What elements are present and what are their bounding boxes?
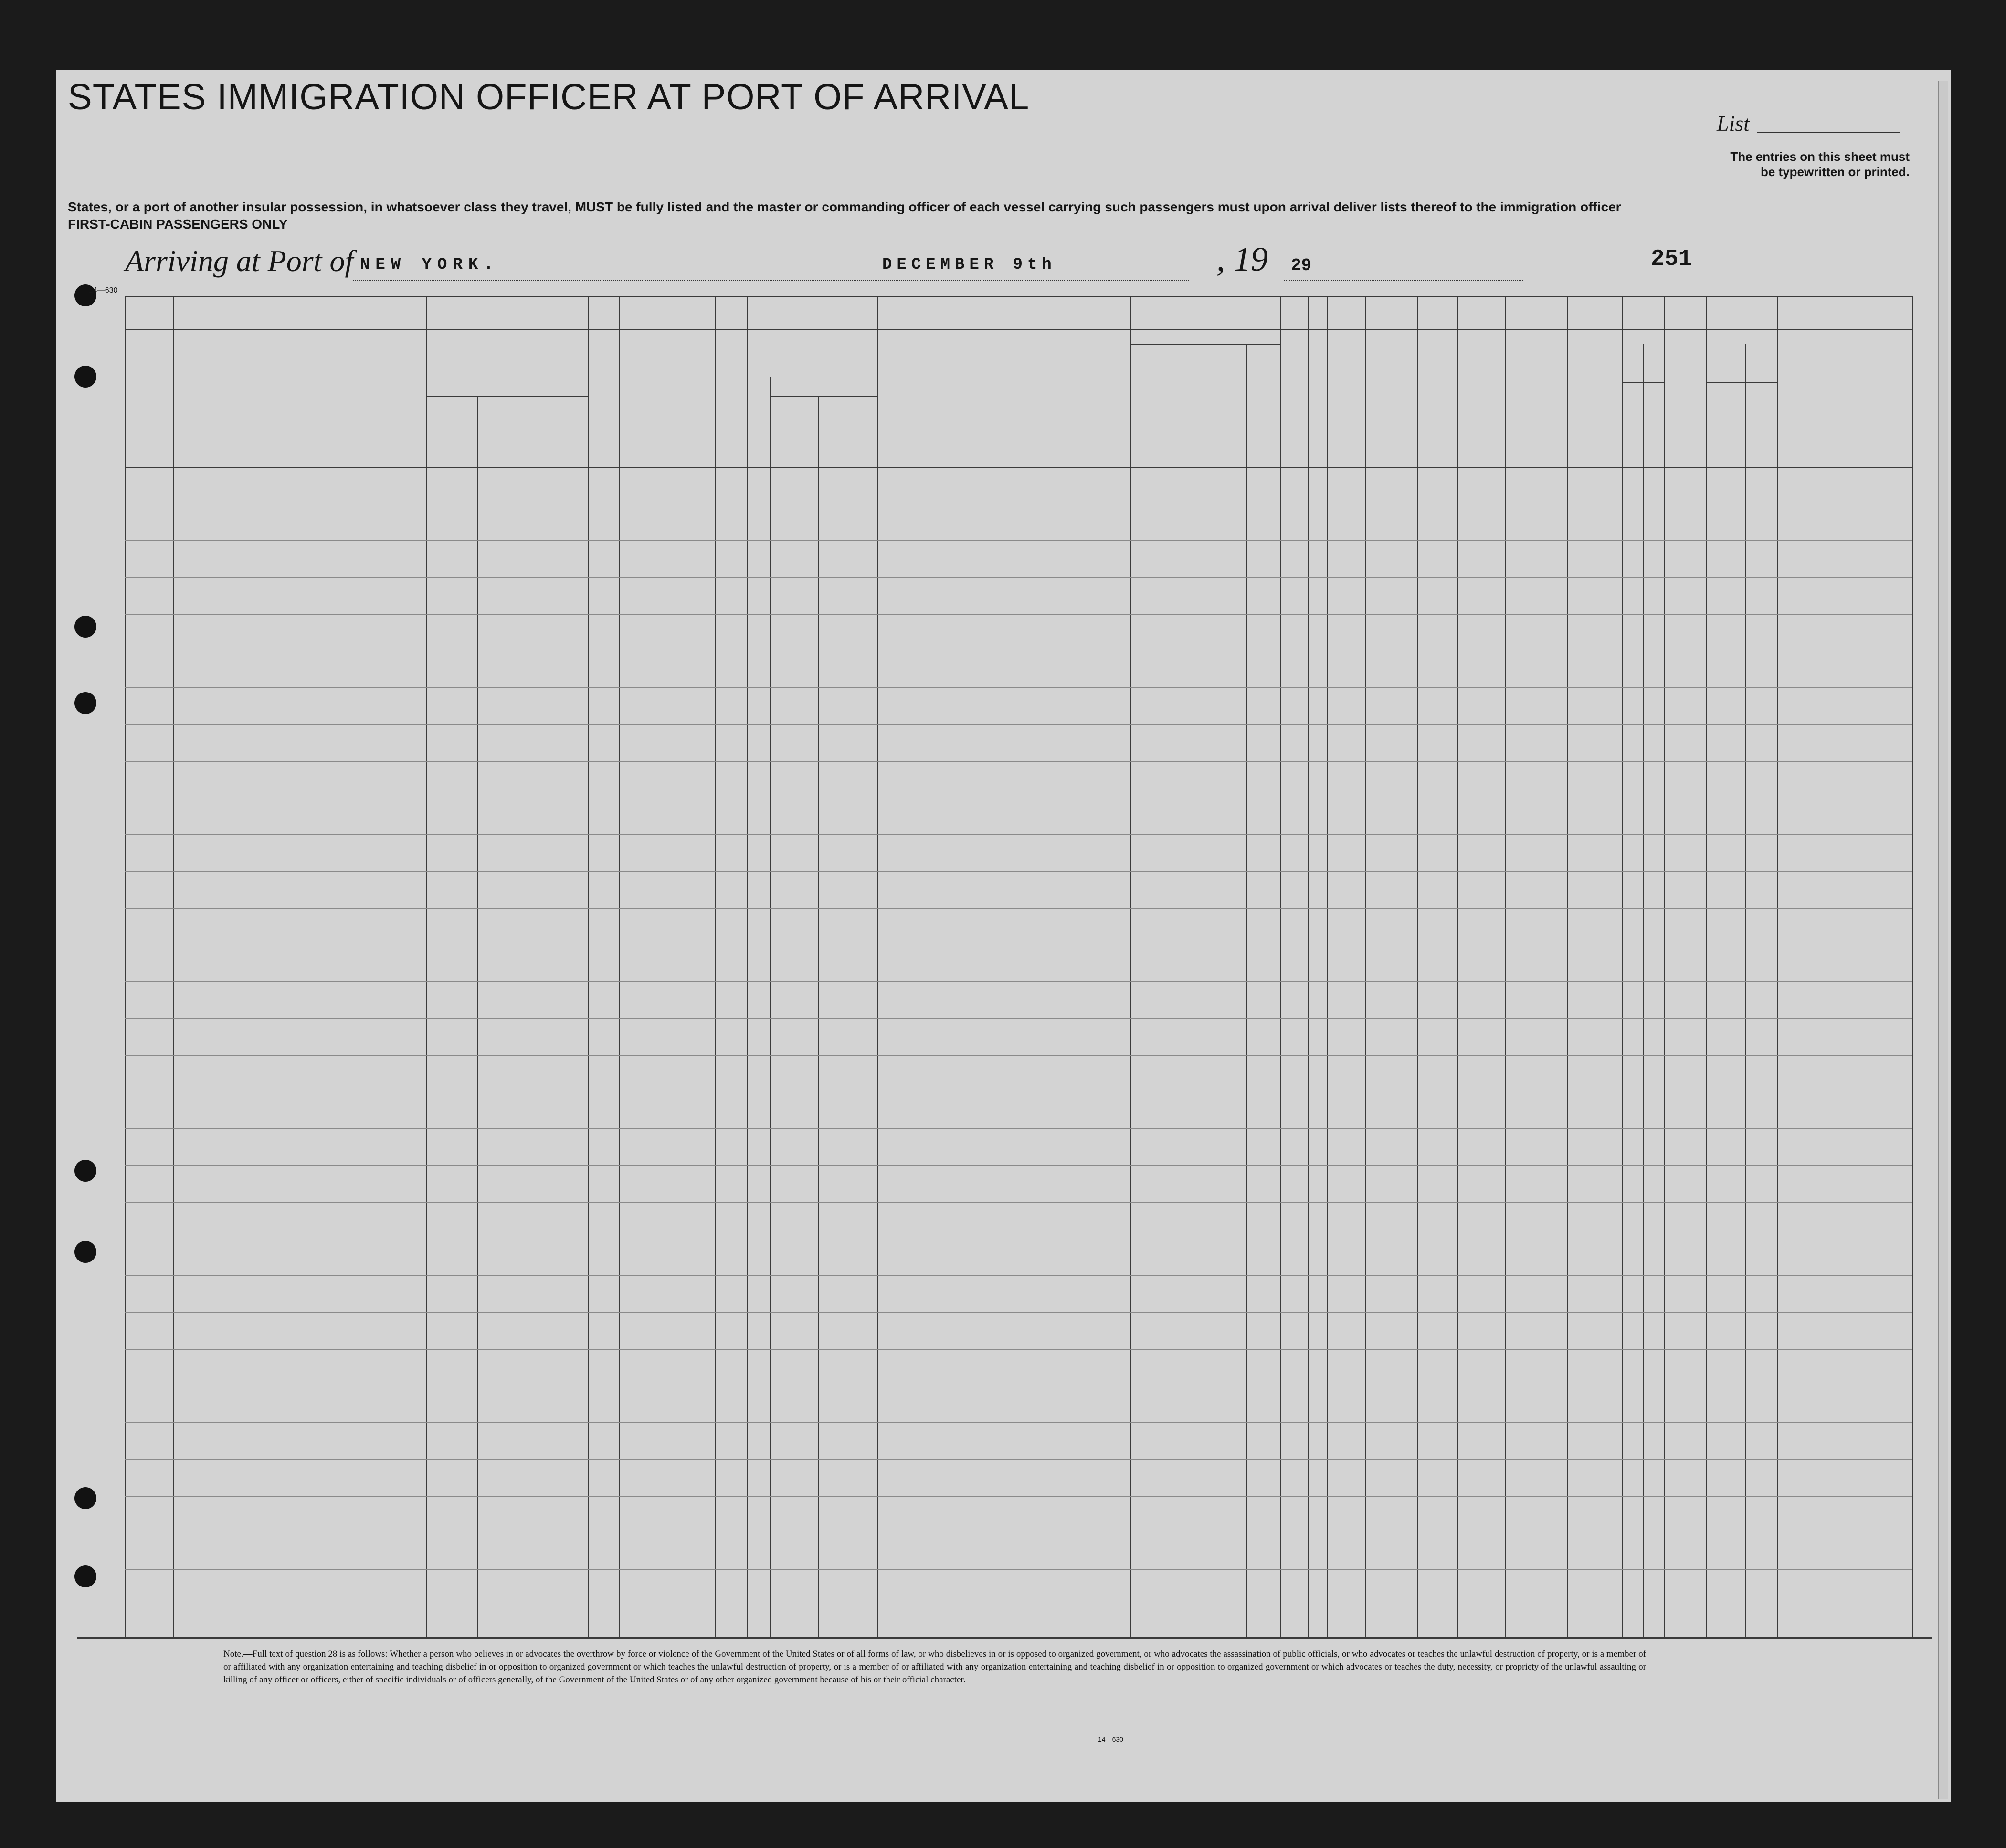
year-underline: [1284, 280, 1523, 281]
punch-hole: [74, 1241, 96, 1263]
row-rule: [125, 1018, 1912, 1019]
column-rule: [1457, 296, 1458, 1637]
punch-hole: [74, 1160, 96, 1182]
row-rule: [125, 1422, 1912, 1423]
column-subrule: [477, 396, 478, 1637]
header-subline: [1706, 382, 1777, 383]
arrival-date: DECEMBER 9th: [882, 256, 1056, 274]
date-underline: [859, 280, 1189, 281]
row-rule: [125, 834, 1912, 835]
column-subrule: [1643, 344, 1644, 1637]
instruction-line: States, or a port of another insular possession, in whatsoever class they travel, MUST be fully listed and the master or commanding officer of each vessel carrying such passengers must upon arrival deliver lists thereof to the immigration officer: [68, 200, 1621, 214]
column-rule: [1706, 296, 1707, 1637]
header-subline: [1130, 344, 1280, 345]
column-rule: [125, 296, 126, 1637]
column-rule: [1622, 296, 1623, 1637]
header-bottom-border: [125, 467, 1912, 468]
column-rule: [1664, 296, 1665, 1637]
form-code: 14—630: [89, 286, 118, 294]
row-rule: [125, 1202, 1912, 1203]
column-subrule: [770, 377, 771, 1637]
column-rule: [1280, 296, 1281, 1637]
row-rule: [125, 724, 1912, 725]
footnote: Note.—Full text of question 28 is as follows: Whether a person who believes in or advocates the overthrow by force or violence of the Government of the United States or of all forms of law, or who disbelieves in or is opposed to organized government, or who advocates the assassination of public officials, or who advocates or teaches the unlawful destruction of property, or is a member of or affiliated with any organization entertaining and teaching disbelief in or opposition to organized government or which teaches the unlawful destruction of property, or is a member of or affiliated with any organization entertaining and teaching disbelief in or opposition to organized government or which advocates or teaches the duty, necessity, or propriety of the unlawful assaulting or killing of any officer or officers, either of specific individuals or of officers generally, of the Government of the United States or of any other organized government because of his or their official character.: [223, 1649, 1646, 1685]
column-subrule: [818, 396, 819, 1637]
punch-hole: [74, 1487, 96, 1509]
row-rule: [125, 908, 1912, 909]
column-rule: [747, 296, 748, 1637]
entries-note: [1642, 149, 1910, 179]
column-number-divider: [125, 329, 1912, 330]
column-rule: [173, 296, 174, 1637]
column-rule: [877, 296, 878, 1637]
list-label: List: [1717, 111, 1750, 136]
row-rule: [125, 1349, 1912, 1350]
column-rule: [1130, 296, 1131, 1637]
column-rule: [619, 296, 620, 1637]
header-subline: [1622, 382, 1664, 383]
row-rule: [125, 1128, 1912, 1129]
row-rule: [125, 1165, 1912, 1166]
class-line: FIRST-CABIN PASSENGERS ONLY: [68, 217, 288, 231]
column-rule: [1777, 296, 1778, 1637]
port-of-arrival: NEW YORK.: [360, 256, 499, 274]
entries-note-line-1: The entries on this sheet must: [1730, 149, 1910, 164]
year-suffix: 29: [1291, 256, 1312, 275]
column-rule: [1308, 296, 1309, 1637]
column-rule: [1417, 296, 1418, 1637]
punch-hole: [74, 366, 96, 388]
year-prefix: , 19: [1216, 240, 1268, 278]
row-rule: [125, 871, 1912, 872]
column-rule: [1365, 296, 1366, 1637]
list-number-line: [1757, 132, 1900, 133]
punch-hole: [74, 616, 96, 638]
page-title: STATES IMMIGRATION OFFICER AT PORT OF ARRIVAL: [68, 77, 1030, 117]
row-rule: [125, 1055, 1912, 1056]
row-rule: [125, 1312, 1912, 1313]
column-rule: [1912, 296, 1913, 1637]
row-rule: [125, 687, 1912, 688]
row-rule: [125, 540, 1912, 541]
punch-hole: [74, 692, 96, 714]
row-rule: [125, 981, 1912, 982]
table-top-border: [125, 296, 1912, 297]
column-rule: [588, 296, 589, 1637]
row-rule: [125, 1496, 1912, 1497]
row-rule: [125, 1275, 1912, 1276]
sheet-number: 251: [1651, 246, 1692, 272]
punch-hole: [74, 1565, 96, 1587]
column-rule: [1505, 296, 1506, 1637]
row-rule: [125, 761, 1912, 762]
sheet-edge: [1938, 81, 1948, 1799]
column-rule: [715, 296, 716, 1637]
header-subline: [770, 396, 877, 397]
column-rule: [426, 296, 427, 1637]
column-rule: [1567, 296, 1568, 1637]
header-subline: [426, 396, 588, 397]
row-rule: [125, 1459, 1912, 1460]
column-subrule: [1745, 344, 1746, 1637]
arriving-label: Arriving at Port of: [125, 244, 354, 278]
port-underline: [353, 280, 864, 281]
row-rule: [125, 577, 1912, 578]
column-subrule: [1246, 344, 1247, 1637]
footer-code: 14—630: [1098, 1735, 1123, 1743]
row-rule: [125, 614, 1912, 615]
table-bottom-border: [77, 1637, 1932, 1639]
column-rule: [1327, 296, 1328, 1637]
entries-note-line-2: be typewritten or printed.: [1760, 165, 1910, 179]
row-rule: [125, 1569, 1912, 1570]
